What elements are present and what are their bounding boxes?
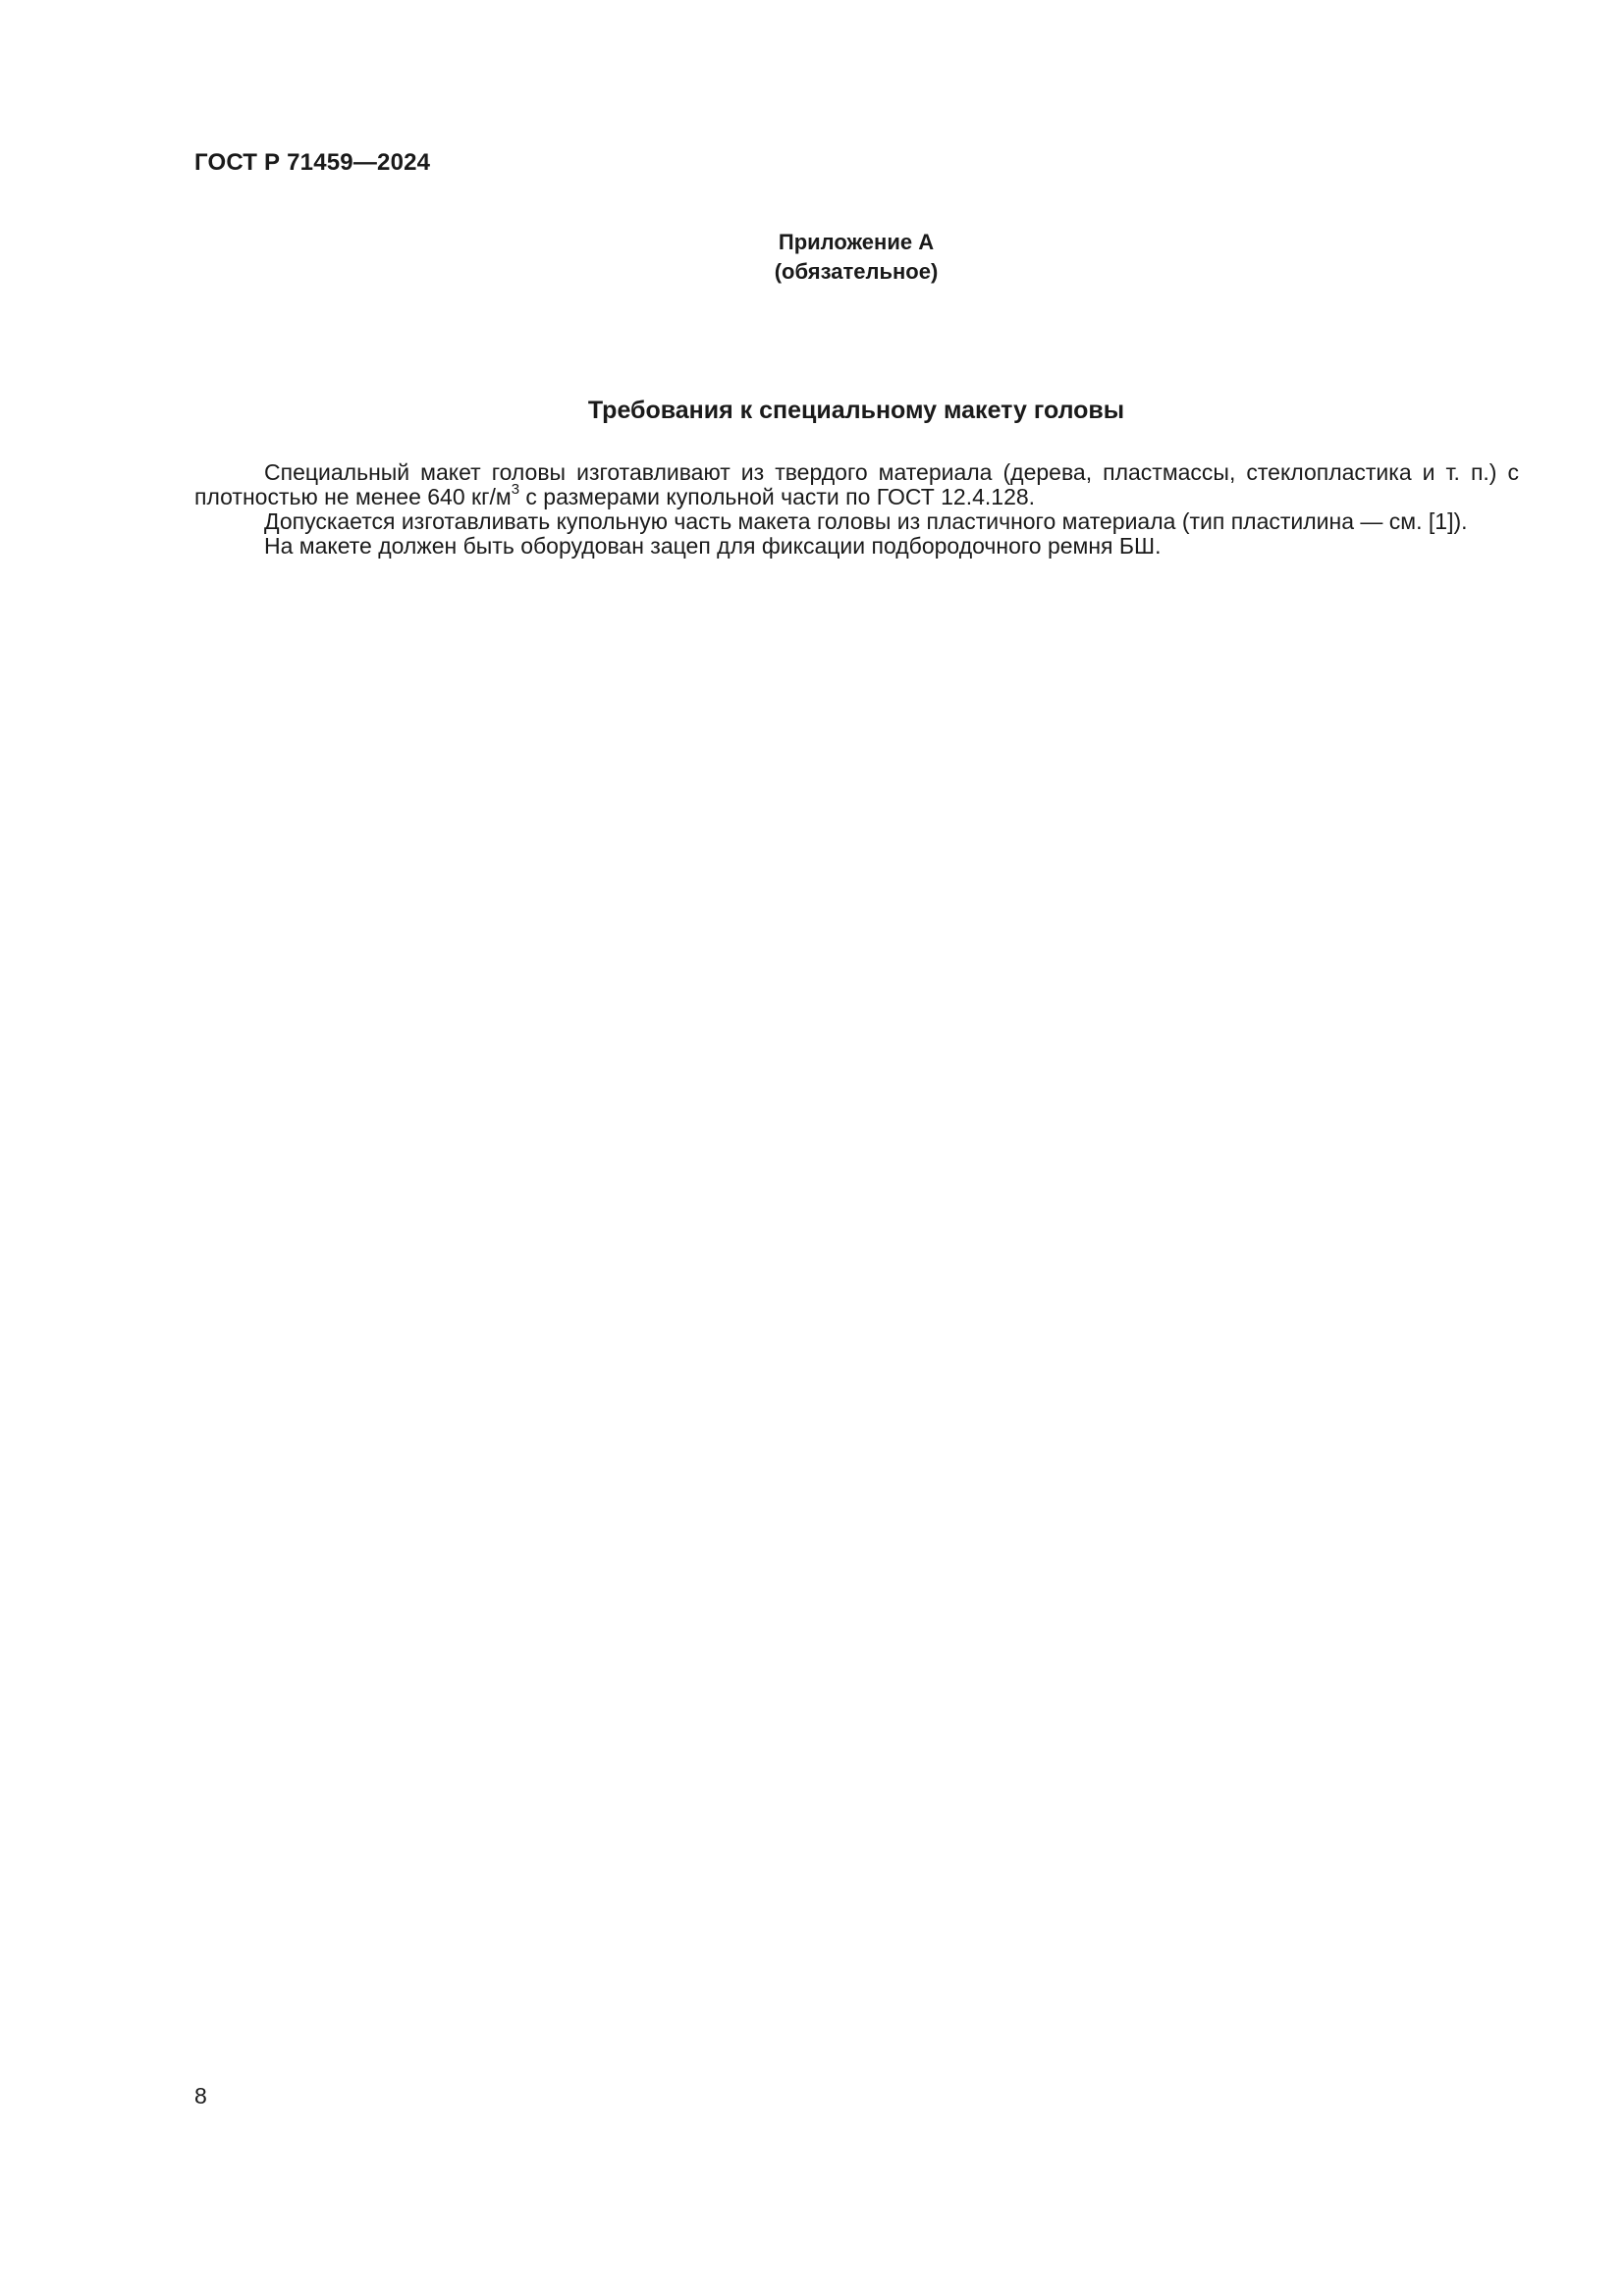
document-standard-id: ГОСТ Р 71459—2024 xyxy=(194,149,431,176)
paragraph-2: Допускается изготавливать купольную часть макета головы из пластичного материала (тип пластилина — см. [1]). xyxy=(264,508,1468,534)
paragraph-1-text: Специальный макет головы изготавливают из твердого материала (дерева, пластмассы, стеклопластика и т. п.) с плотностью не менее 640 кг/м xyxy=(194,459,1519,509)
page-number: 8 xyxy=(194,2083,207,2109)
paragraph-3: На макете должен быть оборудован зацеп для фиксации подбородочного ремня БШ. xyxy=(264,533,1162,559)
body-text xyxy=(194,460,1519,559)
paragraph-1-text-end: с размерами купольной части по ГОСТ 12.4.128. xyxy=(519,484,1036,509)
paragraph-1 xyxy=(194,460,1519,509)
section-title: Требования к специальному макету головы xyxy=(587,397,1125,424)
annex-status: (обязательное) xyxy=(774,259,939,284)
annex-heading xyxy=(0,228,1624,287)
density-unit-superscript: 3 xyxy=(511,481,520,499)
annex-title: Приложение А xyxy=(778,230,935,254)
